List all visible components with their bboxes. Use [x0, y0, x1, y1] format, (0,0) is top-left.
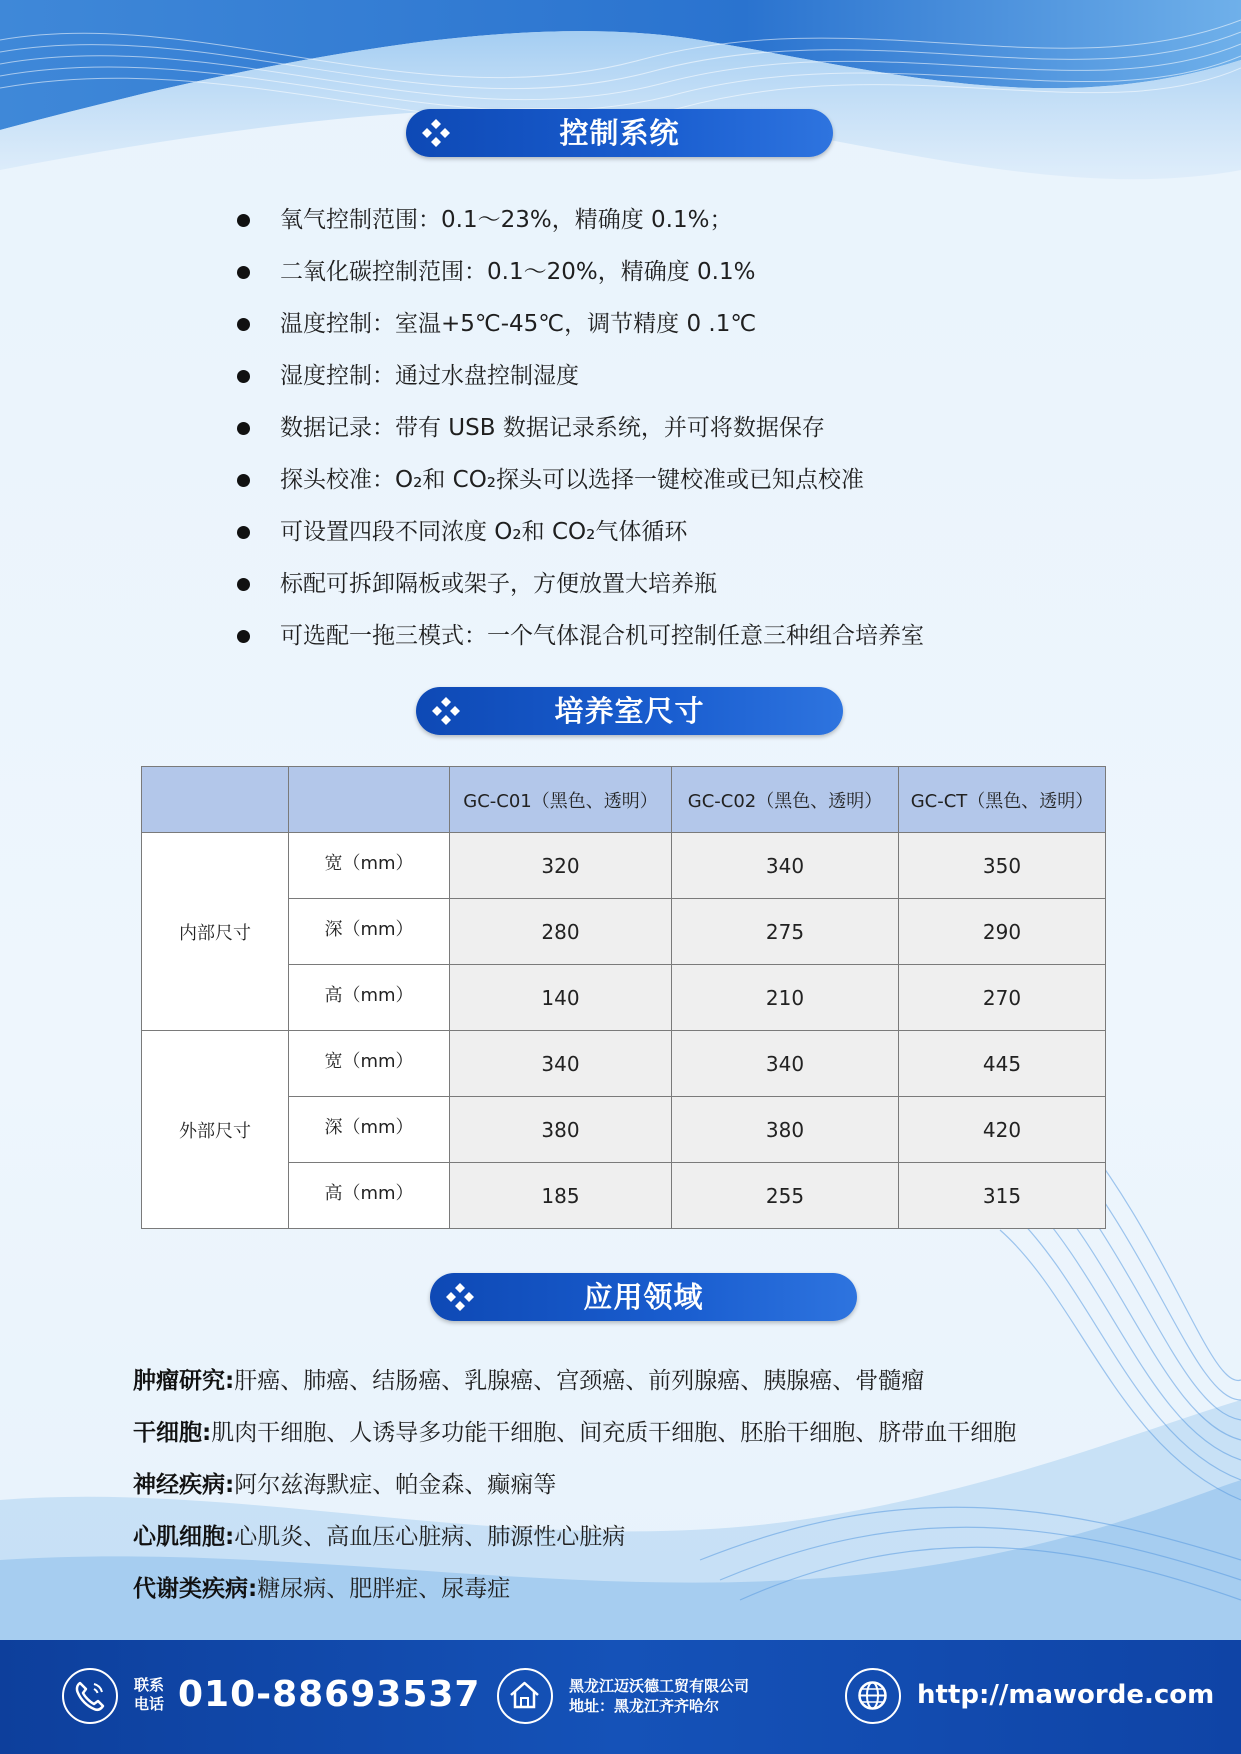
table-header-cell: GC-CT（黑色、透明） [899, 767, 1106, 833]
bullet-icon [237, 422, 250, 435]
table-row [142, 833, 1106, 899]
list-item: 数据记录：带有 USB 数据记录系统，并可将数据保存 [230, 402, 1130, 454]
bullet-icon [237, 318, 250, 331]
table-cell: 380 [672, 1097, 899, 1163]
phone-icon [62, 1668, 118, 1724]
group-label: 外部尺寸 [142, 1031, 289, 1229]
table-cell: 270 [899, 965, 1106, 1031]
section-title: 培养室尺寸 [554, 694, 705, 728]
bullet-icon [237, 370, 250, 383]
table-row [142, 1031, 1106, 1097]
list-item: 二氧化碳控制范围：0.1～20%，精确度 0.1% [230, 246, 1130, 298]
section-header-apps [430, 1273, 857, 1321]
table-cell: 315 [899, 1163, 1106, 1229]
website-link[interactable]: http://maworde.com [917, 1680, 1215, 1710]
phone-number[interactable]: 010-88693537 [178, 1674, 481, 1715]
globe-icon [845, 1668, 901, 1724]
table-cell: 320 [450, 833, 672, 899]
table-cell: 280 [450, 899, 672, 965]
group-label: 内部尺寸 [142, 833, 289, 1031]
app-text: 阿尔兹海默症、帕金森、癫痫等 [234, 1472, 557, 1498]
row-label: 深（mm） [289, 1097, 450, 1163]
section-header-size [416, 687, 843, 735]
bullet-icon [237, 474, 250, 487]
bullet-icon [237, 266, 250, 279]
table-cell: 340 [672, 1031, 899, 1097]
section-title: 控制系统 [559, 116, 680, 150]
list-item: 可设置四段不同浓度 O₂和 CO₂气体循环 [230, 506, 1130, 558]
list-item: 湿度控制：通过水盘控制湿度 [230, 350, 1130, 402]
table-header-empty [289, 767, 450, 833]
app-text: 肝癌、肺癌、结肠癌、乳腺癌、宫颈癌、前列腺癌、胰腺癌、骨髓瘤 [234, 1368, 925, 1394]
table-cell: 445 [899, 1031, 1106, 1097]
app-category: 心肌细胞: [133, 1524, 235, 1550]
home-icon [497, 1668, 553, 1724]
table-cell: 290 [899, 899, 1106, 965]
row-label: 高（mm） [289, 1163, 450, 1229]
company-info [569, 1676, 749, 1716]
row-label: 宽（mm） [289, 1031, 450, 1097]
section-title: 应用领域 [583, 1280, 704, 1314]
bullet-icon [237, 526, 250, 539]
section-header-control [406, 109, 833, 157]
table-cell: 380 [450, 1097, 672, 1163]
table-cell: 340 [672, 833, 899, 899]
row-label: 宽（mm） [289, 833, 450, 899]
bullet-icon [237, 578, 250, 591]
table-cell: 210 [672, 965, 899, 1031]
app-category: 干细胞: [133, 1420, 212, 1446]
chamber-size-table [141, 766, 1106, 1229]
list-item [133, 1407, 1183, 1459]
table-cell: 340 [450, 1031, 672, 1097]
table-cell: 350 [899, 833, 1106, 899]
app-category: 神经疾病: [133, 1472, 235, 1498]
table-cell: 140 [450, 965, 672, 1031]
list-item: 氧气控制范围：0.1～23%，精确度 0.1%； [230, 194, 1130, 246]
list-item: 标配可拆卸隔板或架子，方便放置大培养瓶 [230, 558, 1130, 610]
table-header-row [142, 767, 1106, 833]
app-category: 肿瘤研究: [133, 1368, 235, 1394]
app-category: 代谢类疾病: [133, 1576, 258, 1602]
list-item [133, 1459, 1183, 1511]
list-item [133, 1511, 1183, 1563]
table-cell: 185 [450, 1163, 672, 1229]
table-cell: 255 [672, 1163, 899, 1229]
app-text: 肌肉干细胞、人诱导多功能干细胞、间充质干细胞、胚胎干细胞、脐带血干细胞 [211, 1420, 1017, 1446]
company-address: 地址：黑龙江齐齐哈尔 [569, 1697, 720, 1715]
table-header-empty [142, 767, 289, 833]
table-header-cell: GC-C01（黑色、透明） [450, 767, 672, 833]
list-item: 温度控制：室温+5℃-45℃，调节精度 0 .1℃ [230, 298, 1130, 350]
table-cell: 420 [899, 1097, 1106, 1163]
application-list [133, 1355, 1183, 1615]
list-item [133, 1355, 1183, 1407]
app-text: 糖尿病、肥胖症、尿毒症 [257, 1576, 511, 1602]
footer-bar [0, 1640, 1241, 1754]
bullet-icon [237, 214, 250, 227]
bullet-icon [237, 630, 250, 643]
contact-label: 联系 电话 [134, 1676, 165, 1713]
app-text: 心肌炎、高血压心脏病、肺源性心脏病 [234, 1524, 626, 1550]
list-item: 可选配一拖三模式：一个气体混合机可控制任意三种组合培养室 [230, 610, 1130, 662]
feature-list [230, 194, 1130, 662]
company-name: 黑龙江迈沃德工贸有限公司 [569, 1677, 750, 1695]
list-item: 探头校准：O₂和 CO₂探头可以选择一键校准或已知点校准 [230, 454, 1130, 506]
table-header-cell: GC-C02（黑色、透明） [672, 767, 899, 833]
row-label: 高（mm） [289, 965, 450, 1031]
table-cell: 275 [672, 899, 899, 965]
list-item [133, 1563, 1183, 1615]
row-label: 深（mm） [289, 899, 450, 965]
